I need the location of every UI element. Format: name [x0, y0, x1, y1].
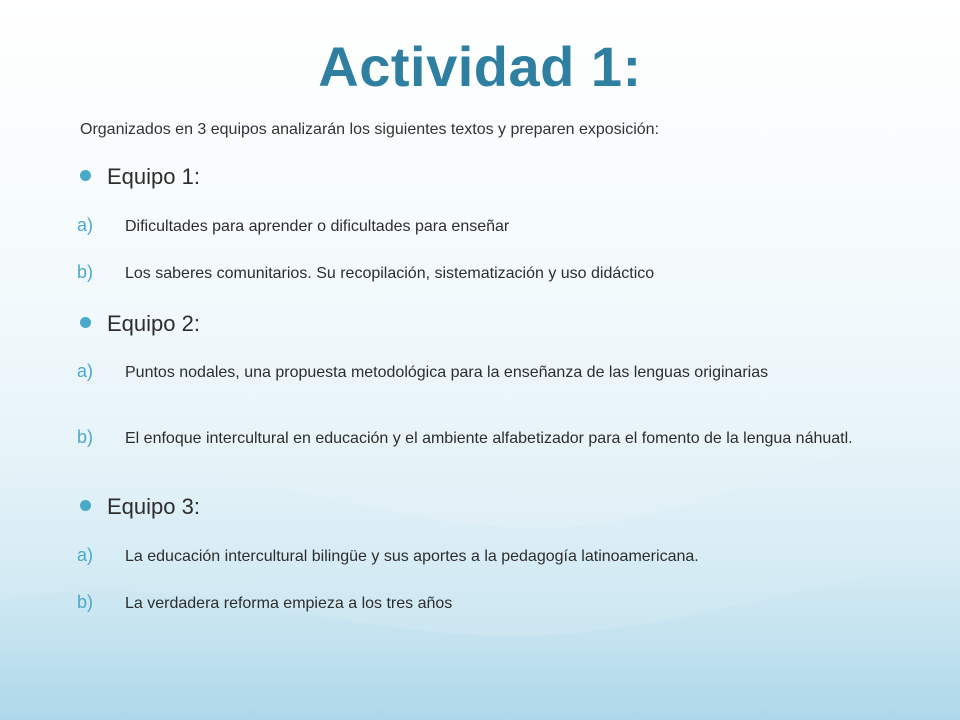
intro-text: Organizados en 3 equipos analizarán los siguientes textos y preparen exposición: — [80, 121, 660, 138]
list-item-text: La verdadera reforma empieza a los tres años — [125, 595, 453, 612]
list-item-text: La educación intercultural bilingüe y sus aportes a la pedagogía latinoamericana. — [125, 548, 699, 565]
team-label: Equipo 2: — [107, 311, 200, 336]
bullet-icon — [80, 500, 91, 511]
list-item-text: Dificultades para aprender o dificultades para enseñar — [125, 218, 510, 235]
list-item — [77, 429, 897, 448]
bullet-icon — [80, 317, 91, 328]
team-1-heading — [80, 164, 200, 190]
list-item — [77, 547, 897, 566]
list-marker: b) — [77, 592, 94, 612]
team-3-heading — [80, 494, 200, 520]
slide-title: Actividad 1: — [318, 35, 642, 98]
list-marker: a) — [77, 361, 94, 381]
list-item — [77, 363, 897, 382]
list-item — [77, 594, 897, 613]
team-label: Equipo 3: — [107, 494, 200, 519]
list-item-text: El enfoque intercultural en educación y el ambiente alfabetizador para el fomento de la lengua náhuatl. — [125, 430, 853, 447]
list-marker: b) — [77, 262, 94, 282]
list-item — [77, 264, 897, 283]
list-item-text: Puntos nodales, una propuesta metodológica para la enseñanza de las lenguas originarias — [125, 364, 769, 381]
list-item-text: Los saberes comunitarios. Su recopilación, sistematización y uso didáctico — [125, 265, 655, 282]
list-marker: a) — [77, 215, 94, 235]
team-label: Equipo 1: — [107, 164, 200, 189]
list-marker: b) — [77, 427, 94, 447]
list-marker: a) — [77, 545, 94, 565]
bullet-icon — [80, 170, 91, 181]
team-2-heading — [80, 311, 200, 337]
list-item — [77, 217, 897, 236]
